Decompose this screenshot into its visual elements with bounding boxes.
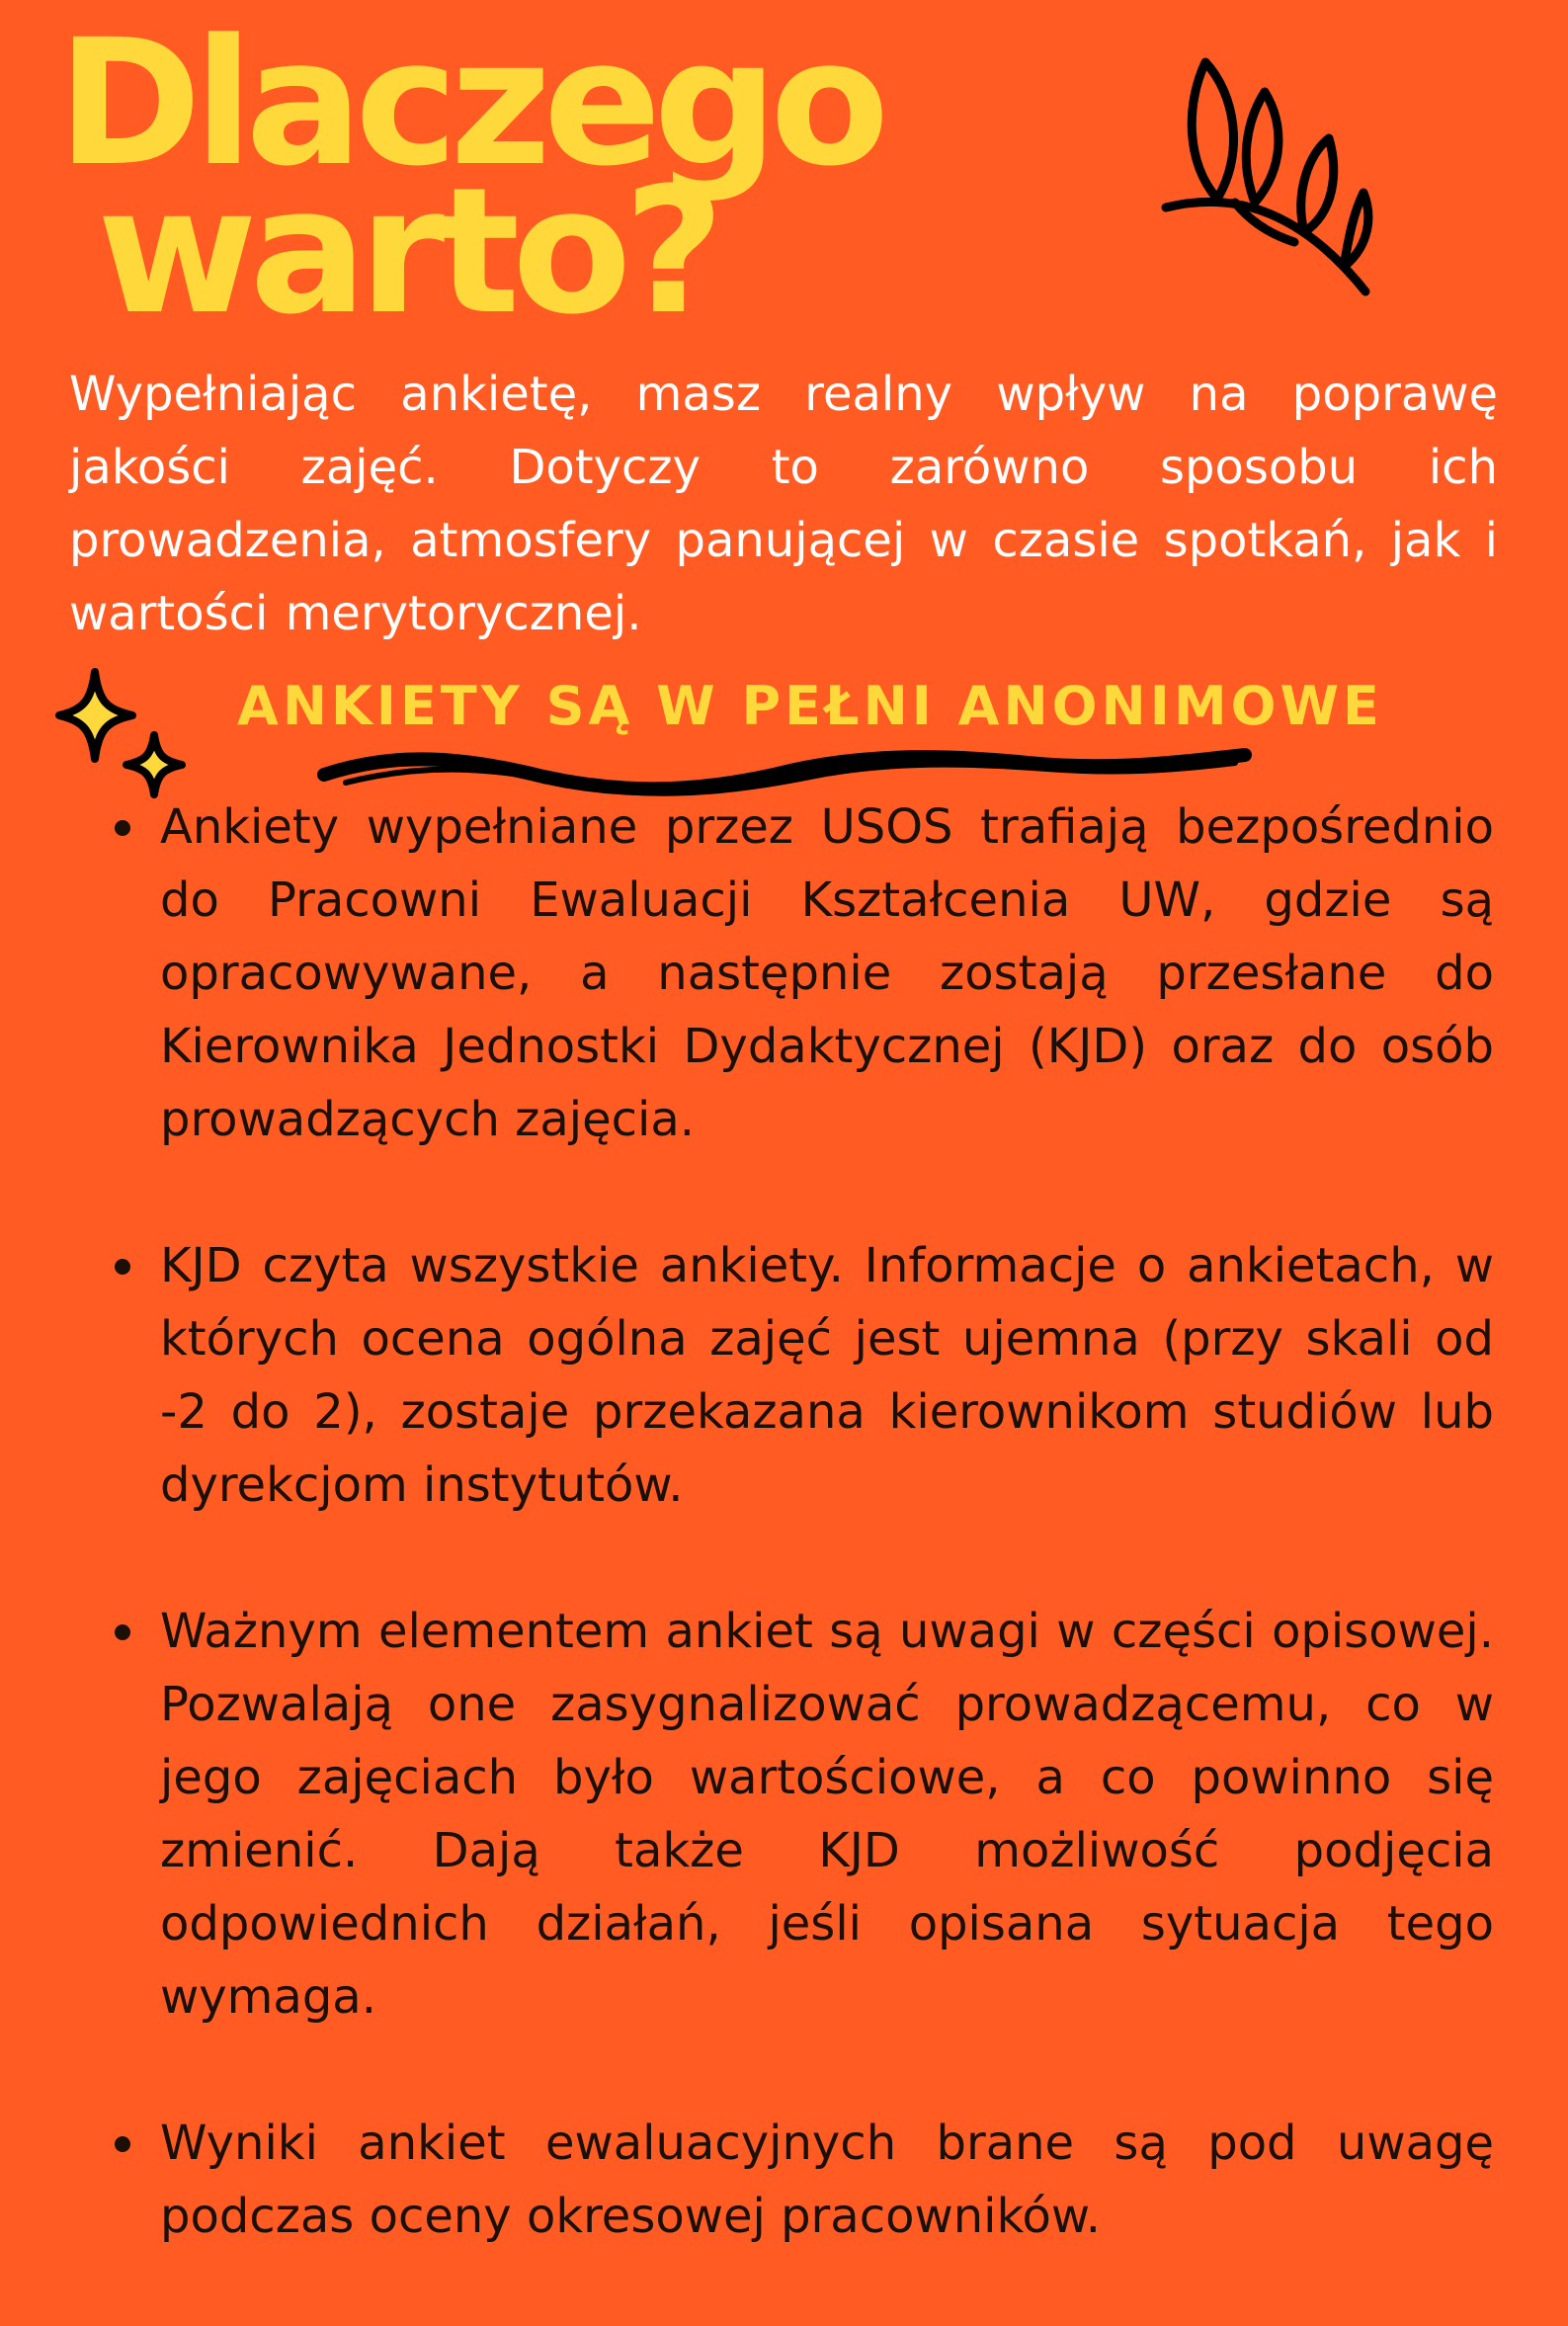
anonymity-heading: ANKIETY SĄ W PEŁNI ANONIMOWE [237,675,1383,737]
title-line-1: Dlaczego [57,2,882,205]
title-line-2: warto? [97,150,717,353]
info-bullet-list [99,790,1494,2326]
list-item-text: KJD czyta wszystkie ankiety. Informacje o ankietach, w których ocena ogólna zajęć jest ujemna (przy skali od -2 do 2), zostaje przekazana kierownikom studiów lub dyrekcjom instytutów. [160,1238,1494,1513]
list-item [99,2107,1494,2253]
bullet-dot-icon [115,2136,130,2152]
intro-paragraph: Wypełniając ankietę, masz realny wpływ na poprawę jakości zajęć. Dotyczy to zarówno sposobu ich prowadzenia, atmosfery panującej w czasie spotkań, jak i wartości merytorycznej. [69,367,1498,641]
list-item [99,1229,1494,1522]
list-item-text: Ankiety wypełniane przez USOS trafiają bezpośrednio do Pracowni Ewaluacji Kształcenia UW, gdzie są opracowywane, a następnie zostają przesłane do Kierownika Jednostki Dydaktycznej (KJD) oraz do osób prowadzących zajęcia. [160,799,1494,1147]
list-item [99,790,1494,1156]
list-item-text: Ważnym elementem ankiet są uwagi w części opisowej. Pozwalają one zasygnalizować prowadzącemu, co w jego zajęciach było wartościowe, a co powinno się zmienić. Dają także KJD możliwość podjęcia odpowiednich działań, jeśli opisana sytuacja tego wymaga. [160,1604,1494,2025]
bullet-dot-icon [115,1624,130,1640]
list-item-text: Wyniki ankiet ewaluacyjnych brane są pod uwagę podczas oceny okresowej pracowników. [160,2116,1494,2244]
bullet-dot-icon [115,1259,130,1275]
page-title [57,2,947,353]
leaf-branch-icon [1146,54,1383,301]
bullet-dot-icon [115,820,130,836]
list-item [99,1595,1494,2034]
